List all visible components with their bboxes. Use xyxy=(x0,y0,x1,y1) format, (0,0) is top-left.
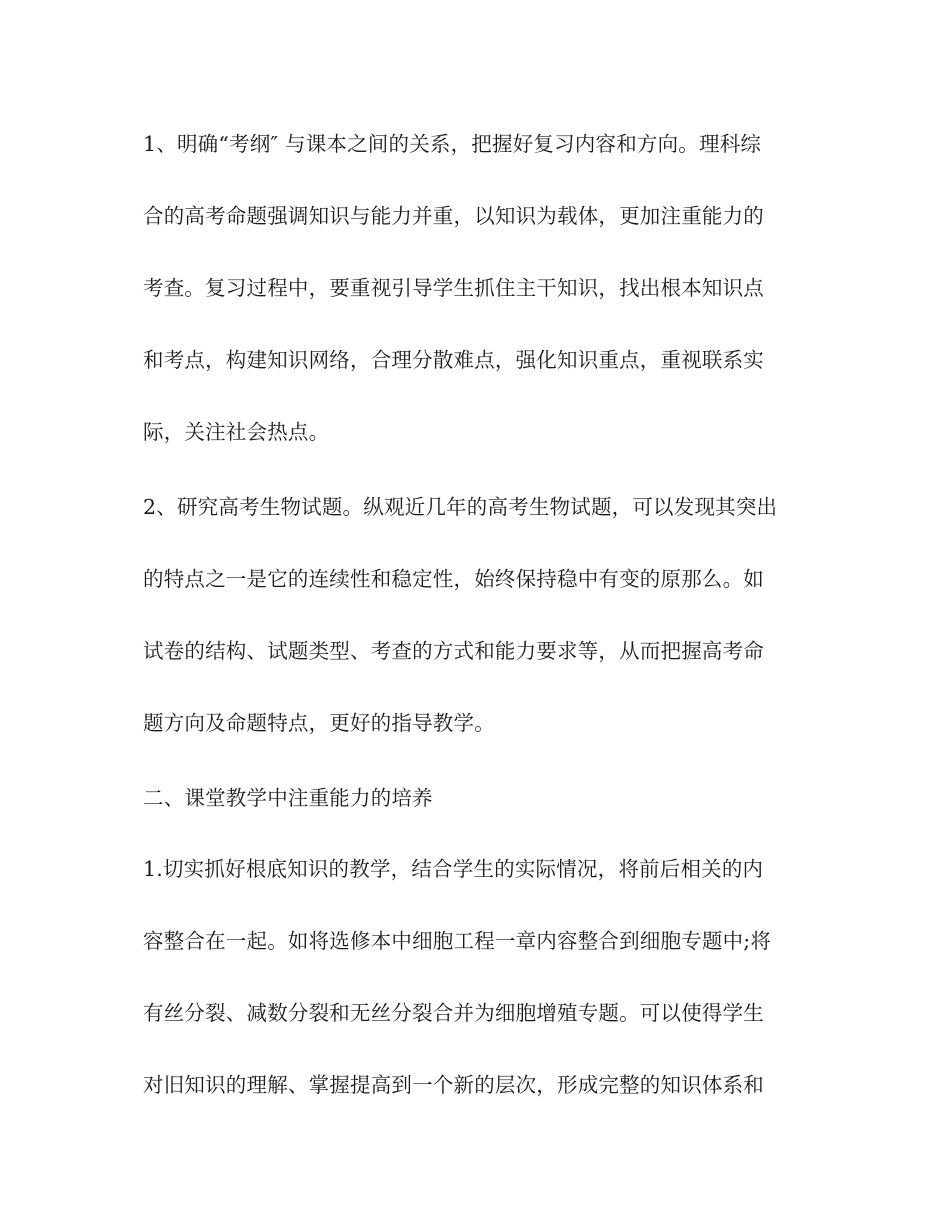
text-line: 考查。复习过程中，要重视引导学生抓住主干知识，找出根本知识点 xyxy=(143,276,764,300)
text-line: 容整合在一起。如将选修本中细胞工程一章内容整合到细胞专题中;将 xyxy=(143,929,772,953)
text-line: 有丝分裂、减数分裂和无丝分裂合并为细胞增殖专题。可以使得学生 xyxy=(143,1001,764,1025)
text-line: 际，关注社会热点。 xyxy=(143,420,330,444)
text-line: 试卷的结构、试题类型、考查的方式和能力要求等，从而把握高考命 xyxy=(143,639,764,663)
text-line: 2、研究高考生物试题。纵观近几年的高考生物试题，可以发现其突出 xyxy=(143,495,778,519)
text-line: 对旧知识的理解、掌握提高到一个新的层次，形成完整的知识体系和 xyxy=(143,1073,764,1097)
text-line: 和考点，构建知识网络，合理分散难点，强化知识重点，重视联系实 xyxy=(143,348,764,372)
text-line: 的特点之一是它的连续性和稳定性，始终保持稳中有变的原那么。如 xyxy=(143,567,764,591)
text-line: 1.切实抓好根底知识的教学，结合学生的实际情况，将前后相关的内 xyxy=(143,857,764,881)
section-heading: 二、课堂教学中注重能力的培养 xyxy=(143,786,433,810)
text-line: 合的高考命题强调知识与能力并重，以知识为载体，更加注重能力的 xyxy=(143,204,764,228)
text-line: 题方向及命题特点，更好的指导教学。 xyxy=(143,711,495,735)
text-line: 1、明确“考纲″ 与课本之间的关系，把握好复习内容和方向。理科综 xyxy=(143,132,762,156)
